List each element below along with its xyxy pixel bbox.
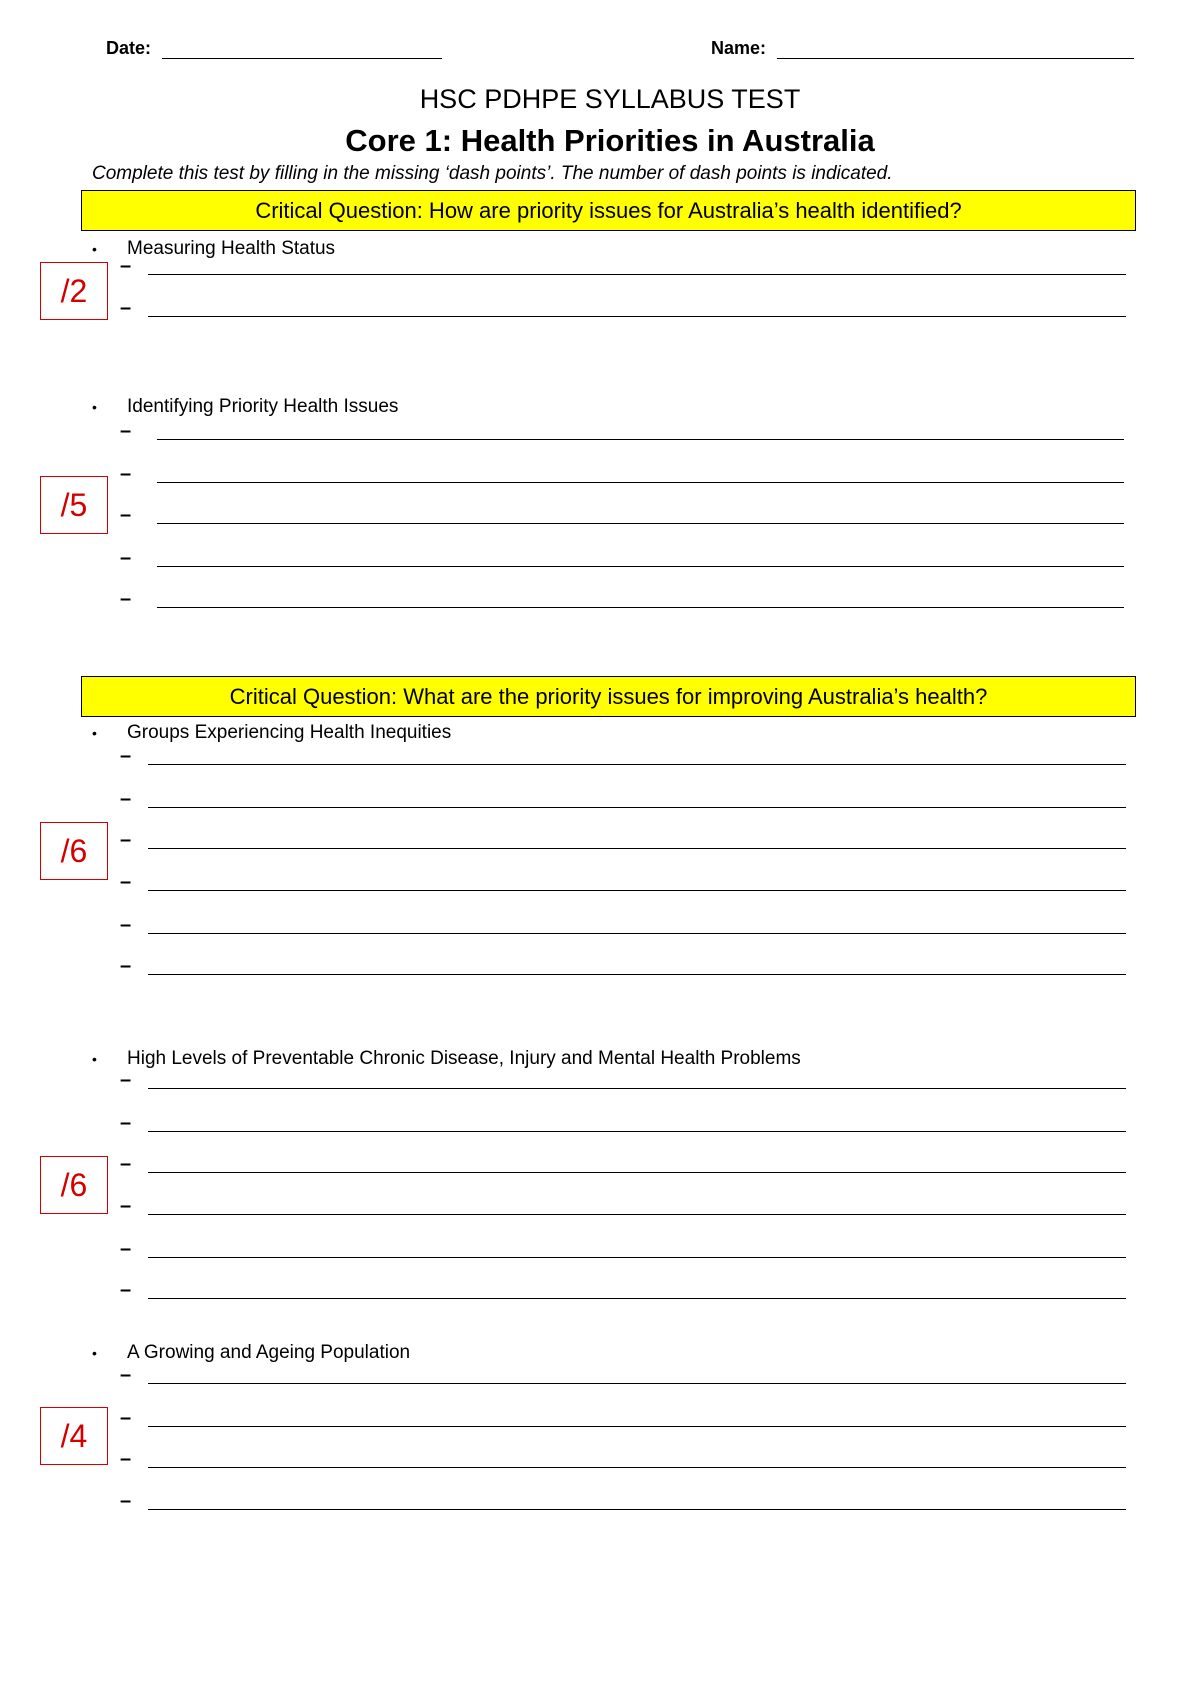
answer-underline[interactable] <box>148 1383 1126 1384</box>
answer-underline[interactable] <box>148 316 1126 317</box>
answer-line[interactable] <box>120 954 1126 984</box>
name-label: Name: <box>711 38 767 58</box>
date-label: Date: <box>106 38 152 58</box>
answer-underline[interactable] <box>148 890 1126 891</box>
answer-underline[interactable] <box>148 1298 1126 1299</box>
dash-marker: – <box>120 955 132 977</box>
dash-marker: – <box>120 547 132 569</box>
mark-box: /5 <box>40 476 108 534</box>
mark-box: /6 <box>40 822 108 880</box>
bullet-icon: • <box>92 1051 97 1067</box>
answer-underline[interactable] <box>148 1214 1126 1215</box>
answer-line[interactable] <box>120 419 1124 449</box>
answer-line[interactable] <box>120 913 1126 943</box>
dash-marker: – <box>120 914 132 936</box>
answer-underline[interactable] <box>148 848 1126 849</box>
page-subtitle: Core 1: Health Priorities in Australia <box>345 123 875 158</box>
answer-underline[interactable] <box>157 566 1124 567</box>
answer-underline[interactable] <box>148 1509 1126 1510</box>
dash-marker: – <box>120 1112 132 1134</box>
answer-underline[interactable] <box>148 1088 1126 1089</box>
dash-marker: – <box>120 1195 132 1217</box>
answer-line[interactable] <box>120 1363 1126 1393</box>
dash-marker: – <box>120 420 132 442</box>
critical-question-1: Critical Question: How are priority issues for Australia’s health identified? <box>81 190 1136 231</box>
mark-box: /4 <box>40 1407 108 1465</box>
answer-line[interactable] <box>120 587 1124 617</box>
answer-line[interactable] <box>120 787 1126 817</box>
answer-underline[interactable] <box>148 1257 1126 1258</box>
mark-box: /6 <box>40 1156 108 1214</box>
answer-underline[interactable] <box>157 482 1124 483</box>
answer-underline[interactable] <box>148 1426 1126 1427</box>
bullet-icon: • <box>92 725 97 741</box>
answer-line[interactable] <box>120 1237 1126 1267</box>
dash-marker: – <box>120 1407 132 1429</box>
date-field[interactable] <box>162 58 442 59</box>
answer-line[interactable] <box>120 546 1124 576</box>
dash-marker: – <box>120 1153 132 1175</box>
answer-underline[interactable] <box>157 607 1124 608</box>
answer-underline[interactable] <box>148 974 1126 975</box>
answer-underline[interactable] <box>157 523 1124 524</box>
answer-underline[interactable] <box>148 1172 1126 1173</box>
answer-underline[interactable] <box>148 807 1126 808</box>
topic-label: Groups Experiencing Health Inequities <box>127 722 452 743</box>
answer-underline[interactable] <box>157 439 1124 440</box>
critical-question-2: Critical Question: What are the priority issues for improving Australia’s health? <box>81 676 1136 717</box>
dash-marker: – <box>120 829 132 851</box>
dash-marker: – <box>120 871 132 893</box>
dash-marker: – <box>120 1279 132 1301</box>
dash-marker: – <box>120 297 132 319</box>
answer-line[interactable] <box>120 1447 1126 1477</box>
dash-marker: – <box>120 745 132 767</box>
topic-label: A Growing and Ageing Population <box>127 1342 411 1363</box>
answer-underline[interactable] <box>148 933 1126 934</box>
bullet-icon: • <box>92 1345 97 1361</box>
page-title: HSC PDHPE SYLLABUS TEST <box>419 84 801 114</box>
answer-underline[interactable] <box>148 764 1126 765</box>
answer-line[interactable] <box>120 503 1124 533</box>
dash-marker: – <box>120 504 132 526</box>
bullet-icon: • <box>92 241 97 257</box>
dash-marker: – <box>120 588 132 610</box>
name-field[interactable] <box>777 58 1134 59</box>
topic-label: Measuring Health Status <box>127 238 336 259</box>
answer-underline[interactable] <box>148 1467 1126 1468</box>
answer-underline[interactable] <box>148 274 1126 275</box>
answer-line[interactable] <box>120 828 1126 858</box>
answer-line[interactable] <box>120 744 1126 774</box>
answer-underline[interactable] <box>148 1131 1126 1132</box>
answer-line[interactable] <box>120 1278 1126 1308</box>
topic-label: Identifying Priority Health Issues <box>127 396 399 417</box>
answer-line[interactable] <box>120 254 1126 284</box>
answer-line[interactable] <box>120 296 1126 326</box>
dash-marker: – <box>120 1069 132 1091</box>
dash-marker: – <box>120 463 132 485</box>
answer-line[interactable] <box>120 1489 1126 1519</box>
dash-marker: – <box>120 1490 132 1512</box>
answer-line[interactable] <box>120 1068 1126 1098</box>
answer-line[interactable] <box>120 462 1124 492</box>
dash-marker: – <box>120 255 132 277</box>
topic-label: High Levels of Preventable Chronic Disease, Injury and Mental Health Problems <box>127 1048 801 1069</box>
answer-line[interactable] <box>120 1406 1126 1436</box>
dash-marker: – <box>120 788 132 810</box>
answer-line[interactable] <box>120 1111 1126 1141</box>
instructions-text: Complete this test by filling in the missing ‘dash points’. The number of dash points is indicated. <box>92 163 893 184</box>
answer-line[interactable] <box>120 870 1126 900</box>
dash-marker: – <box>120 1448 132 1470</box>
dash-marker: – <box>120 1238 132 1260</box>
dash-marker: – <box>120 1364 132 1386</box>
answer-line[interactable] <box>120 1152 1126 1182</box>
mark-box: /2 <box>40 262 108 320</box>
bullet-icon: • <box>92 399 97 415</box>
answer-line[interactable] <box>120 1194 1126 1224</box>
